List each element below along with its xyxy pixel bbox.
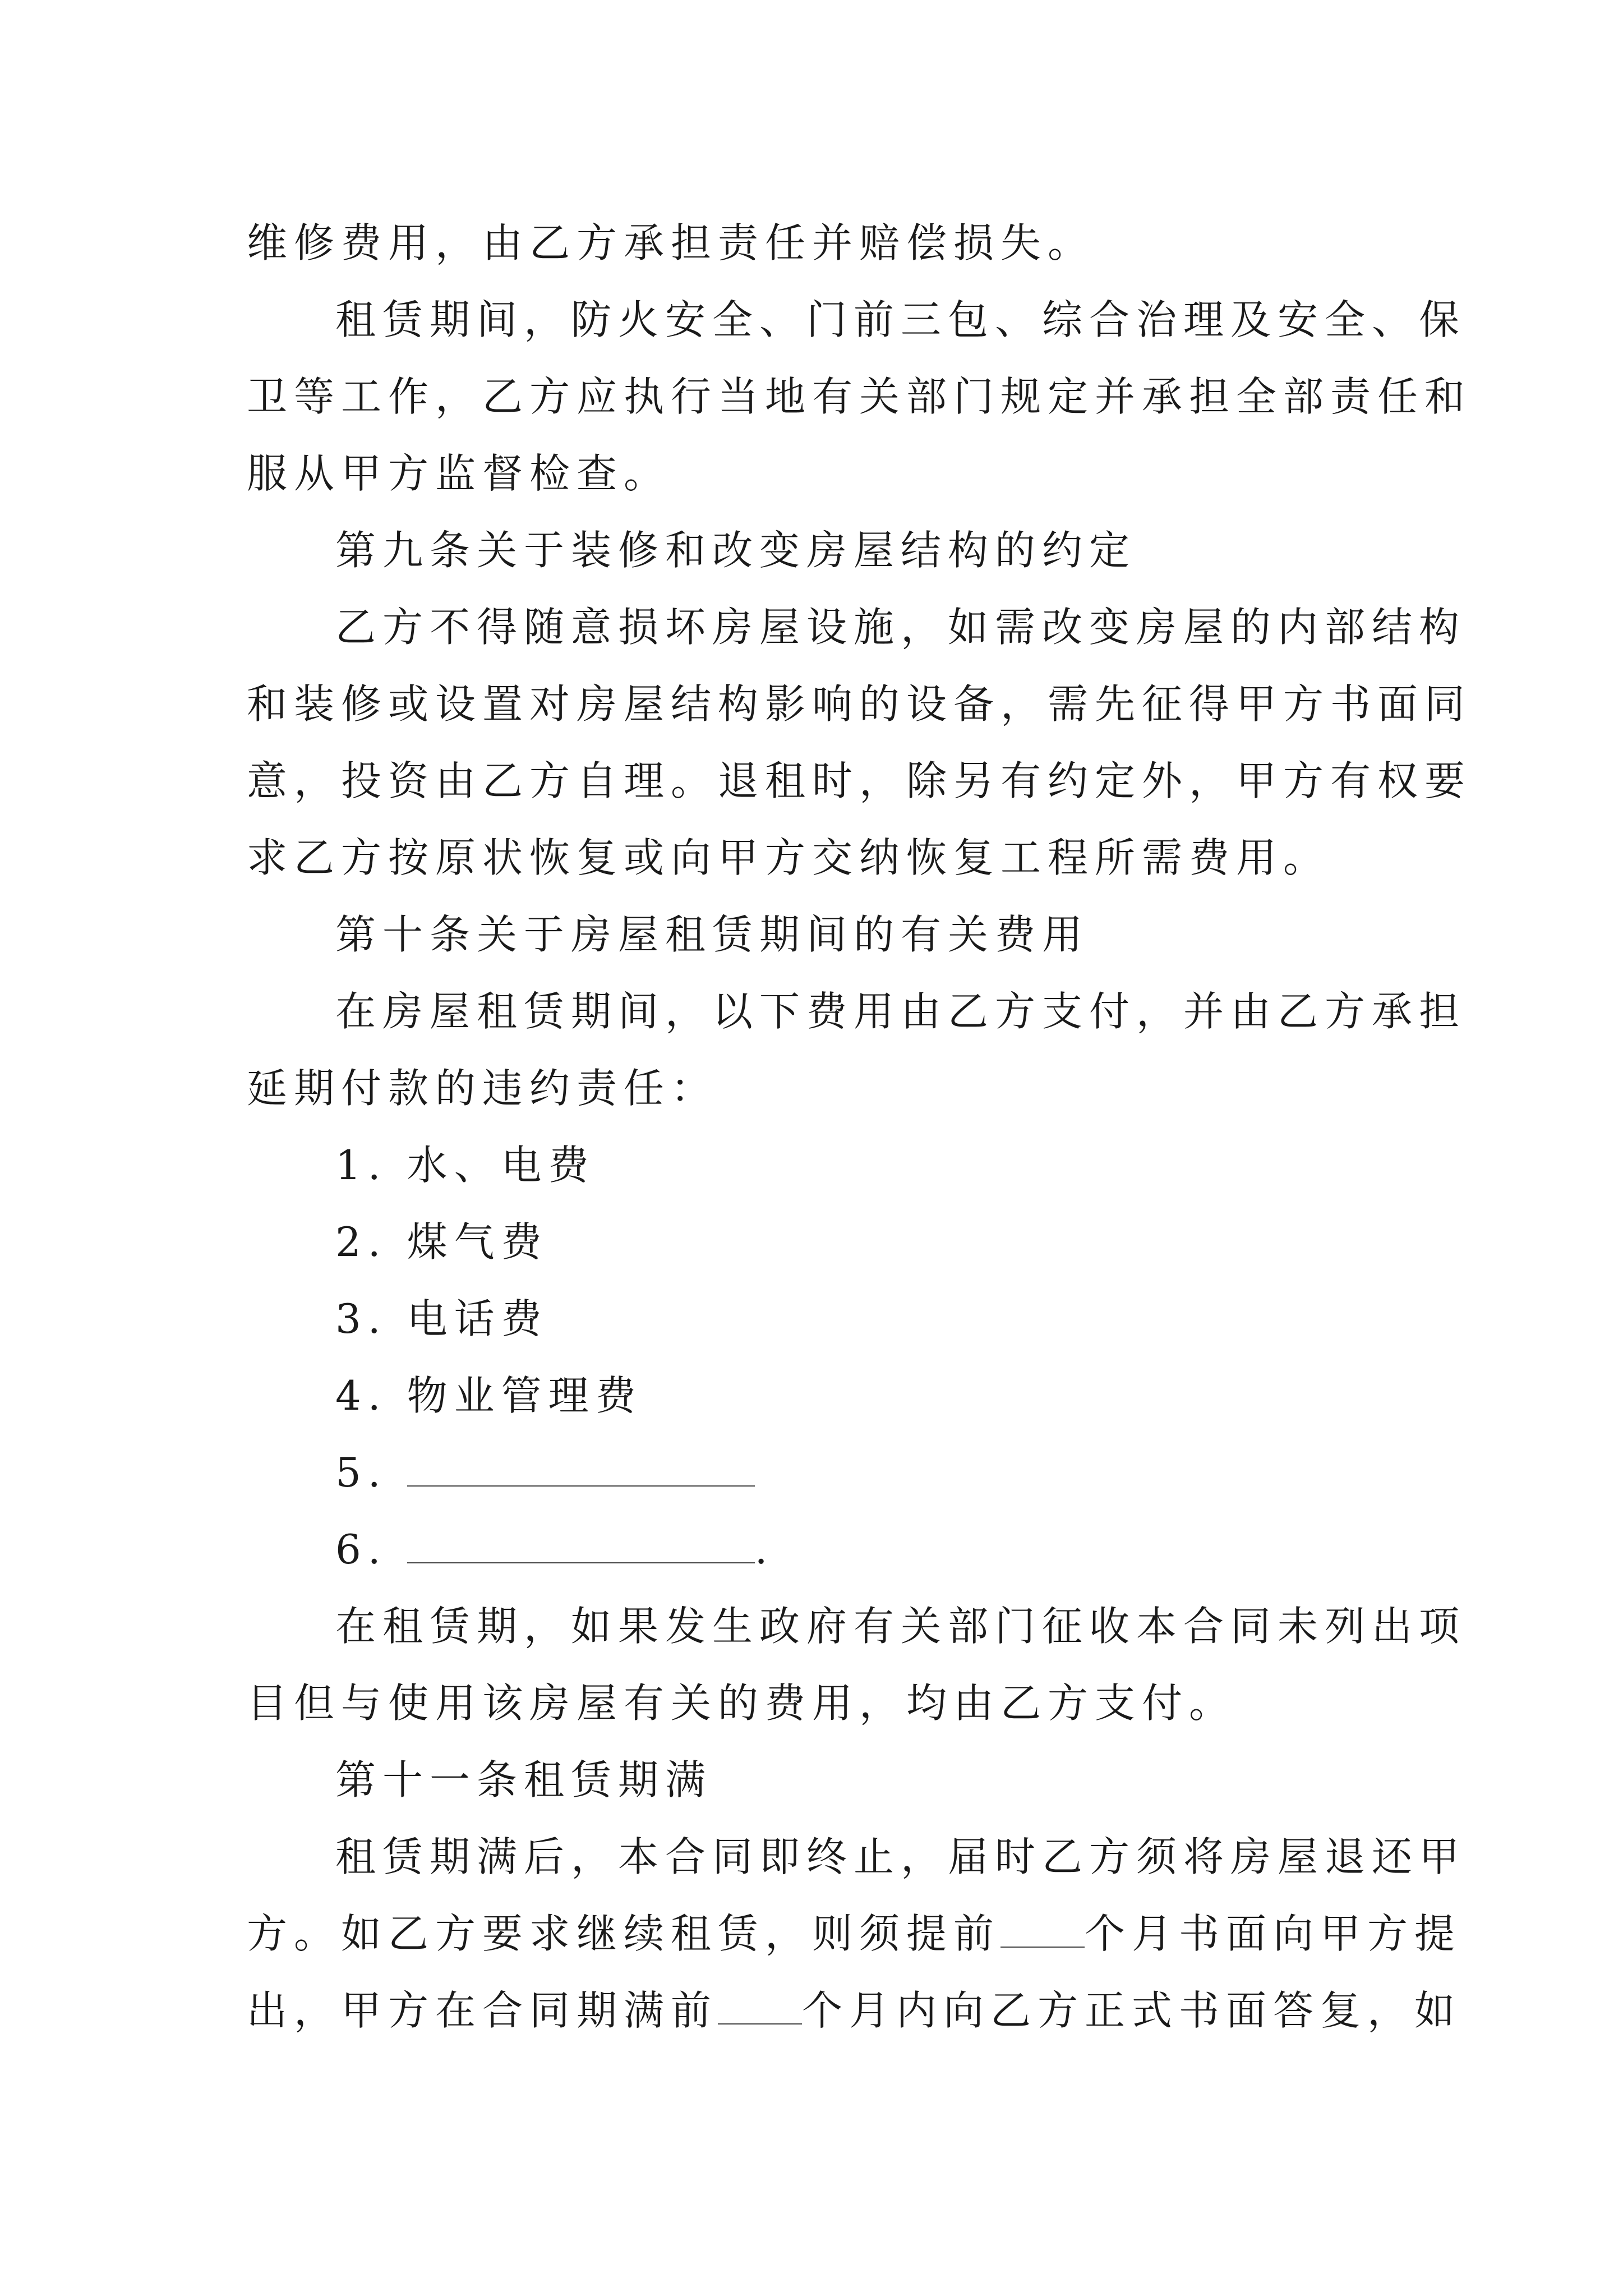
list-item: 3. 电话费: [335, 1295, 548, 1342]
paragraph-line: 乙方不得随意损坏房屋设施，如需改变房屋的内部结构: [335, 604, 1467, 651]
fill-in-blank: [407, 1525, 755, 1563]
paragraph-line: 和装修或设置对房屋结构影响的设备，需先征得甲方书面同: [247, 680, 1472, 728]
paragraph-line: 目但与使用该房屋有关的费用，均由乙方支付。: [247, 1680, 1237, 1727]
paragraph-line: [247, 1906, 1462, 1962]
list-item: [335, 1444, 1391, 1501]
section-heading: 第十条关于房屋租赁期间的有关费用: [335, 911, 1090, 958]
paragraph-line: 意，投资由乙方自理。退租时，除另有约定外，甲方有权要: [247, 757, 1472, 804]
section-heading: 第十一条租赁期满: [335, 1756, 713, 1803]
fill-in-blank: [718, 1986, 802, 2024]
paragraph-line: 在租赁期，如果发生政府有关部门征收本合同未列出项: [335, 1603, 1467, 1650]
list-item: [335, 1521, 1391, 1577]
paragraph-line: 租赁期间，防火安全、门前三包、综合治理及安全、保: [335, 296, 1467, 343]
paragraph-line: 求乙方按原状恢复或向甲方交纳恢复工程所需费用。: [247, 834, 1331, 881]
list-number: 5.: [335, 1449, 388, 1496]
paragraph-line: 服从甲方监督检查。: [247, 450, 671, 497]
fill-in-blank: [407, 1448, 755, 1487]
paragraph-line: 租赁期满后，本合同即终止，届时乙方须将房屋退还甲: [335, 1833, 1467, 1880]
list-number: 6.: [335, 1526, 388, 1573]
paragraph-line: [247, 1982, 1462, 2039]
section-heading: 第九条关于装修和改变房屋结构的约定: [335, 527, 1137, 574]
paragraph-line: 卫等工作，乙方应执行当地有关部门规定并承担全部责任和: [247, 373, 1472, 420]
line-text: 个月书面向甲方提: [1085, 1910, 1462, 1957]
paragraph-line: 在房屋租赁期间，以下费用由乙方支付，并由乙方承担: [335, 988, 1467, 1035]
paragraph-line: 延期付款的违约责任：: [247, 1065, 718, 1112]
fill-in-blank: [1000, 1910, 1085, 1948]
list-item: 1. 水、电费: [335, 1142, 596, 1189]
line-text: 个月内向乙方正式书面答复，如: [802, 1987, 1462, 2034]
line-text: 出，甲方在合同期满前: [247, 1987, 718, 2034]
line-text: 方。如乙方要求继续租赁，则须提前: [247, 1910, 1001, 1957]
list-item: 2. 煤气费: [335, 1218, 548, 1266]
period: .: [754, 1526, 774, 1573]
list-item: 4. 物业管理费: [335, 1372, 643, 1419]
paragraph-line: 维修费用，由乙方承担责任并赔偿损失。: [247, 219, 1095, 266]
